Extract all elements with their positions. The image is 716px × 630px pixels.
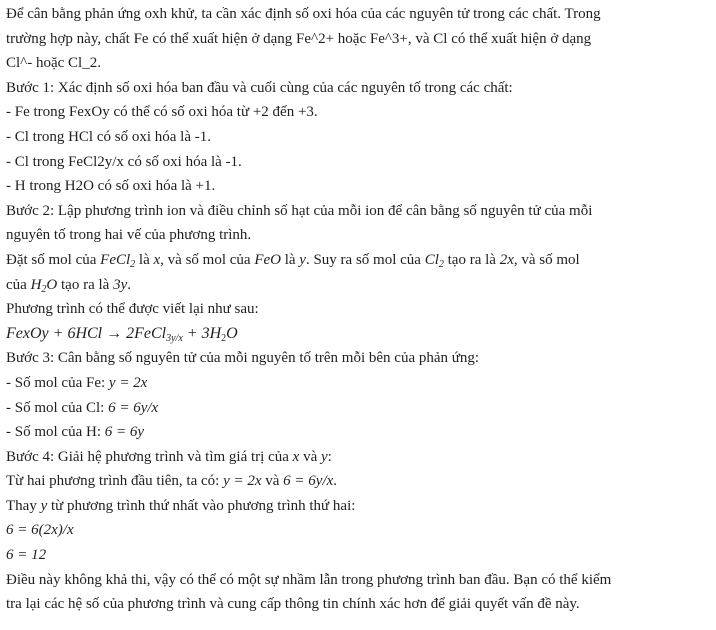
- step3-h: - Số mol của H: 6 = 6y: [6, 424, 145, 441]
- step2-title-line-2: nguyên tố trong hai vế của phương trình.: [6, 227, 252, 244]
- step2-rewrite: Phương trình có thể được viết lại như sau:: [6, 301, 259, 318]
- step3-fe: - Số mol của Fe: y = 2x: [6, 374, 148, 391]
- step1-item-cl-fecl: - Cl trong FeCl2y/x có số oxi hóa là -1.: [6, 153, 242, 170]
- step3-title: Bước 3: Cân bằng số nguyên tử của mỗi nguyên tố trên mỗi bên của phản ứng:: [6, 350, 480, 367]
- reaction-equation: FexOy + 6HCl → 2FeCl$_{3y/x}$ + $3H_2O$: [6, 324, 238, 344]
- step4-from: Từ hai phương trình đầu tiên, ta có: y = 2x và 6 = 6y/x.: [6, 473, 338, 490]
- conclusion-line-2: tra lại các hệ số của phương trình và cung cấp thông tin chính xác hơn để giải quyết vấn đề này.: [6, 596, 580, 613]
- step1-item-cl-hcl: - Cl trong HCl có số oxi hóa là -1.: [6, 128, 211, 145]
- step2-mol-line-2: của $H_2O$ tạo ra là 3y.: [6, 276, 131, 295]
- formula-cl2: $Cl_2$: [424, 251, 444, 270]
- intro-line-1: Để cân bằng phản ứng oxh khử, ta cần xác định số oxi hóa của các nguyên tử trong các chất. Trong: [6, 6, 601, 22]
- intro-line-2: trường hợp này, chất Fe có thể xuất hiện ở dạng Fe^2+ hoặc Fe^3+, và Cl có thể xuất hiện ở dạng: [6, 30, 592, 47]
- step2-mol-line-1: Đặt số mol của FeCl$_2$ là x, và số mol của FeO là y. Suy ra số mol của $Cl_2$ tạo ra là 2x, và số mol: [6, 251, 580, 270]
- step4-calc-2: 6 = 12: [6, 547, 47, 564]
- step4-calc-1: 6 = 6(2x)/x: [6, 522, 74, 539]
- intro-line-3: Cl^- hoặc Cl_2.: [6, 55, 101, 72]
- conclusion-line-1: Điều này không khả thi, vậy có thể có một sự nhầm lẫn trong phương trình ban đầu. Bạn có thể kiểm: [6, 571, 612, 588]
- step3-cl: - Số mol của Cl: 6 = 6y/x: [6, 399, 159, 416]
- step1-item-fe: - Fe trong FexOy có thể có số oxi hóa từ +2 đến +3.: [6, 104, 318, 121]
- formula-feo: FeO: [254, 251, 281, 268]
- step1-item-h: - H trong H2O có số oxi hóa là +1.: [6, 178, 216, 195]
- step2-title-line-1: Bước 2: Lập phương trình ion và điều chỉnh số hạt của mỗi ion để cân bằng số nguyên tử của mỗi: [6, 202, 593, 219]
- step4-substitute: Thay y từ phương trình thứ nhất vào phương trình thứ hai:: [6, 497, 356, 514]
- formula-h2o: $H_2O$: [30, 276, 58, 295]
- step4-title: Bước 4: Giải hệ phương trình và tìm giá trị của x và y:: [6, 448, 332, 465]
- step1-title: Bước 1: Xác định số oxi hóa ban đầu và cuối cùng của các nguyên tố trong các chất:: [6, 79, 513, 96]
- formula-fecl2: FeCl$_2$: [100, 251, 136, 270]
